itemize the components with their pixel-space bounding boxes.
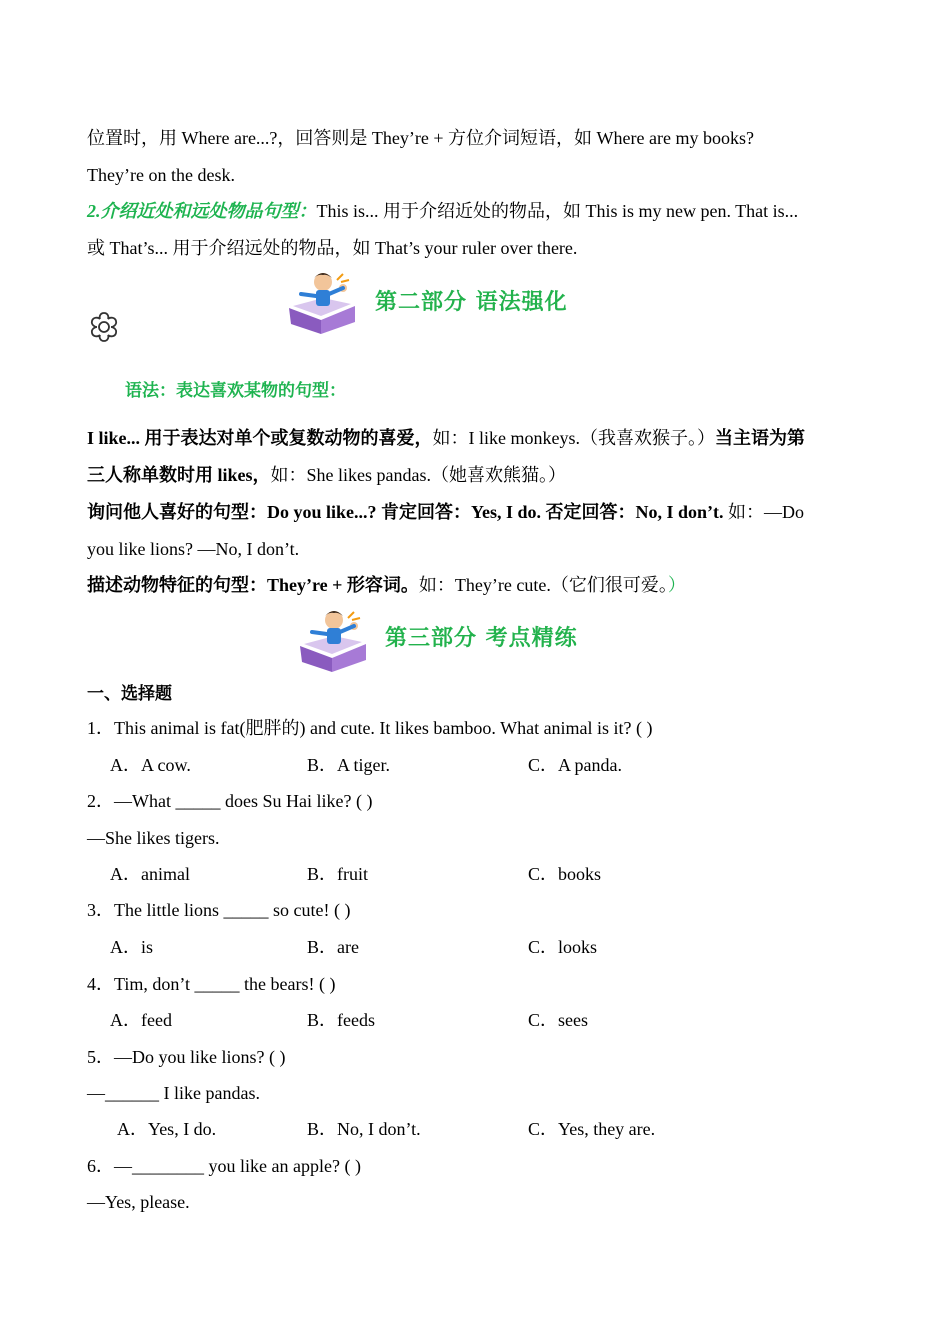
p3-bold: 描述动物特征的句型：They’re + 形容词。 xyxy=(87,575,419,595)
p1-bold2: 当主语为第 xyxy=(715,428,805,448)
p2-bold: 询问他人喜好的句型：Do you like...? 肯定回答：Yes, I do. 否定回答：No, I don’t. xyxy=(87,502,724,522)
q5-option-b: B．No, I don’t. xyxy=(307,1119,421,1139)
point2-label: 2.介绍近处和远处物品句型： xyxy=(87,201,317,221)
question-2-stem: 2．—What _____ does Su Hai like? ( ) xyxy=(87,791,373,811)
grammar-p1-line1 xyxy=(87,426,863,450)
intro-line-3 xyxy=(87,199,863,223)
question-6-sub: —Yes, please. xyxy=(87,1192,190,1212)
p3-close: ） xyxy=(667,575,686,595)
section3-title: 第三部分 考点精练 xyxy=(385,626,578,651)
p1b-text: 如：She likes pandas.（她喜欢熊猫。） xyxy=(270,465,566,485)
q1-option-a: A．A cow. xyxy=(110,755,191,775)
q4-option-a: A．feed xyxy=(110,1010,172,1030)
p2-text: 如：—Do xyxy=(723,502,805,522)
q2-option-c: C．books xyxy=(528,864,602,884)
intro-line-4: 或 That’s... 用于介绍远处的物品，如 That’s your ruler over there. xyxy=(87,238,578,258)
p1-bold: I like... 用于表达对单个或复数动物的喜爱， xyxy=(87,428,433,448)
q1-option-b: B．A tiger. xyxy=(307,755,391,775)
boy-reading-book-icon xyxy=(294,606,374,676)
grammar-heading: 语法：表达喜欢某物的句型： xyxy=(125,381,346,401)
question-5-stem: 5．—Do you like lions? ( ) xyxy=(87,1047,286,1067)
q3-option-c: C．looks xyxy=(528,937,598,957)
intro-line-2: They’re on the desk. xyxy=(87,165,235,185)
question-3-stem: 3．The little lions _____ so cute! ( ) xyxy=(87,900,351,920)
question-2-sub: —She likes tigers. xyxy=(87,828,220,848)
grammar-p2-line2: you like lions? —No, I don’t. xyxy=(87,539,300,559)
question-6-stem: 6．—________ you like an apple? ( ) xyxy=(87,1156,361,1176)
p1-text: 如：I like monkeys.（我喜欢猴子。） xyxy=(432,428,715,448)
question-5-sub: —______ I like pandas. xyxy=(87,1083,260,1103)
p3-text: 如：They’re cute.（它们很可爱。 xyxy=(418,575,668,595)
section2-title: 第二部分 语法强化 xyxy=(375,290,568,315)
p1b-bold: 三人称单数时用 likes， xyxy=(87,465,271,485)
boy-reading-book-icon xyxy=(283,268,363,338)
question-4-stem: 4．Tim, don’t _____ the bears! ( ) xyxy=(87,974,336,994)
q1-option-c: C．A panda. xyxy=(528,755,622,775)
grammar-p2-line1 xyxy=(87,500,863,524)
grammar-p1-line2 xyxy=(87,463,863,487)
intro-line-1: 位置时，用 Where are...?，回答则是 They’re + 方位介词短语，如 Where are my books? xyxy=(87,128,754,148)
q5-option-a: A．Yes, I do. xyxy=(117,1119,217,1139)
q4-option-b: B．feeds xyxy=(307,1010,375,1030)
question-1-stem: 1．This animal is fat(肥胖的) and cute. It likes bamboo. What animal is it? ( ) xyxy=(87,718,653,738)
q4-option-c: C．sees xyxy=(528,1010,588,1030)
q5-option-c: C．Yes, they are. xyxy=(528,1119,656,1139)
grammar-p3 xyxy=(87,573,863,597)
q3-option-b: B．are xyxy=(307,937,359,957)
point2-text: This is... 用于介绍近处的物品，如 This is my new pen. That is... xyxy=(316,201,799,221)
q3-option-a: A．is xyxy=(110,937,154,957)
q2-option-a: A．animal xyxy=(110,864,190,884)
q2-option-b: B．fruit xyxy=(307,864,368,884)
flower-icon xyxy=(86,309,122,345)
choice-heading: 一、选择题 xyxy=(87,684,172,704)
